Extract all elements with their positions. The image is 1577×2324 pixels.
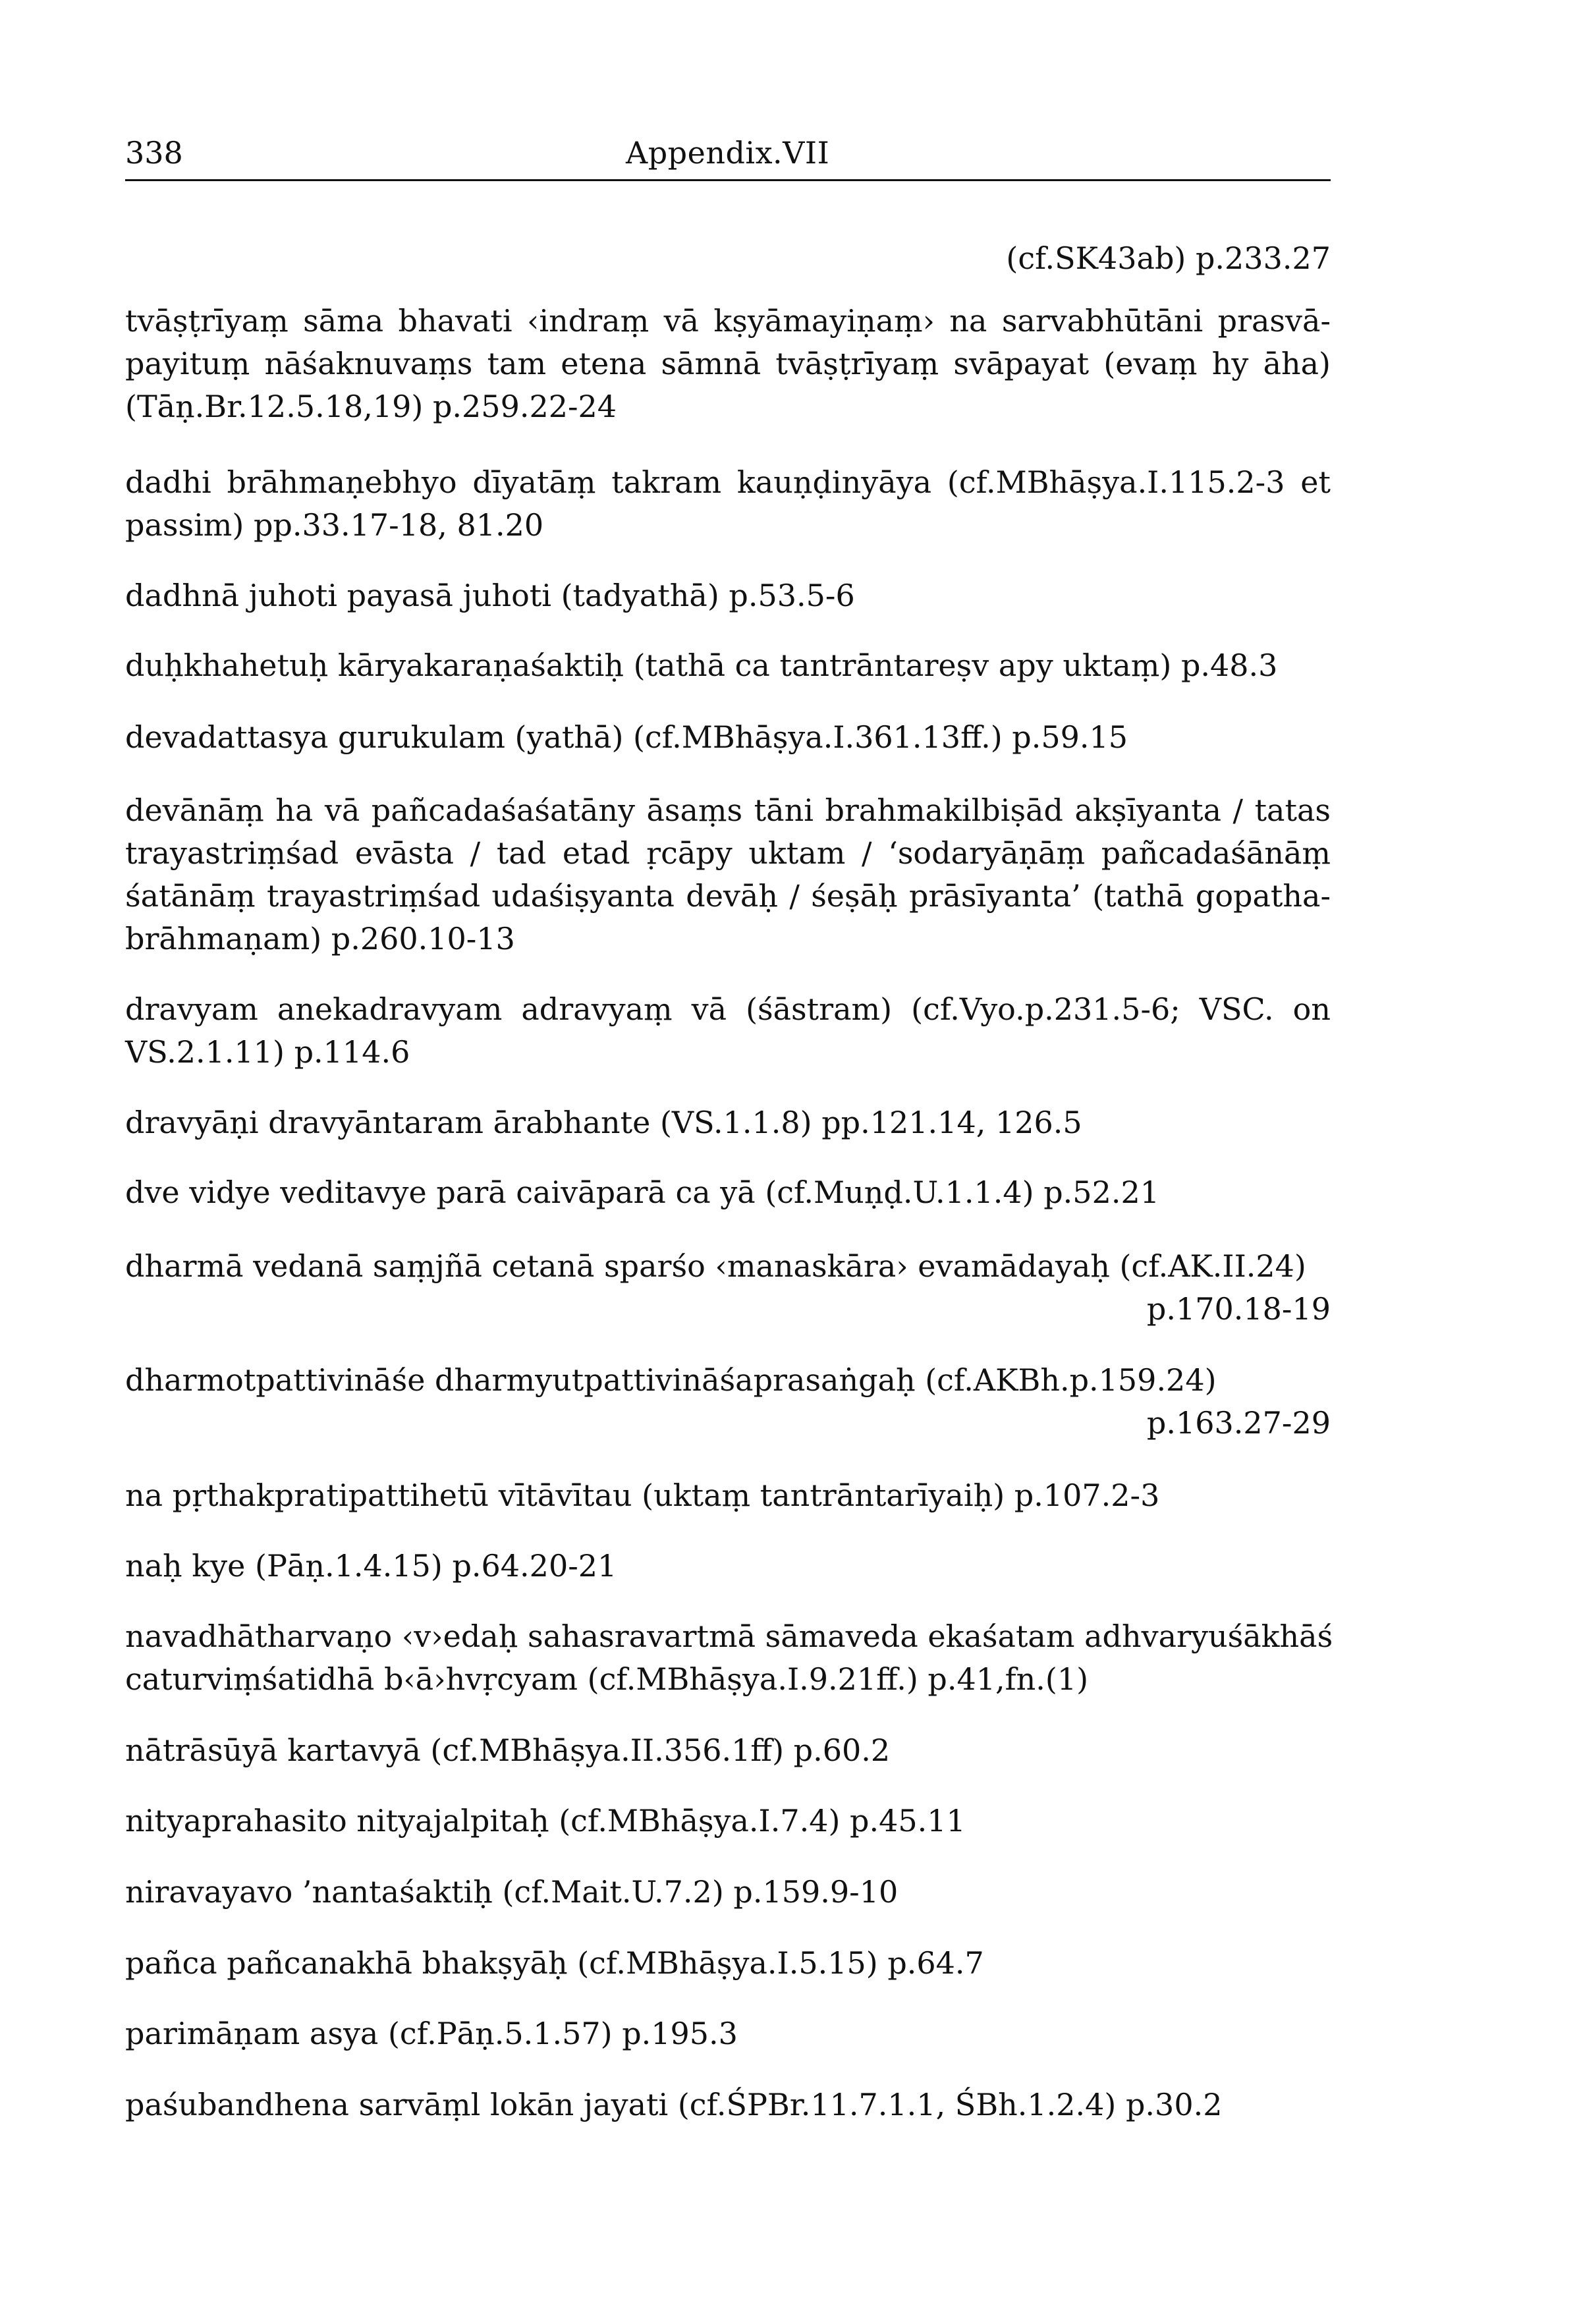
entry-devadattasya [125,716,1331,759]
entry-nah-kye [125,1545,1331,1588]
entry-dadhna [125,574,1331,617]
entry-line: navadhātharvaṇo ‹v›edaḥ sahasravartmā sāmaveda ekaśatam adhvaryuśākhāś [125,1618,1333,1654]
entry-line: śatānāṃ trayastriṃśad udaśiṣyanta devāḥ / śeṣāḥ prāsīyanta’ (tathā gopatha- [125,878,1331,914]
entry-line: naḥ kye (Pāṇ.1.4.15) p.64.20-21 [125,1548,617,1584]
entry-line: devadattasya gurukulam (yathā) (cf.MBhāṣya.I.361.13ff.) p.59.15 [125,719,1128,755]
entry-panca [125,1942,1331,1985]
entry-page-ref: p.163.27-29 [1146,1405,1331,1441]
entry-page-ref: p.170.18-19 [1146,1291,1331,1327]
entry-duhkhahetuh [125,644,1331,687]
entry-line: brāhmaṇam) p.260.10-13 [125,921,515,956]
entry-line: VS.2.1.11) p.114.6 [125,1034,410,1070]
entry-line: dadhnā juhoti payasā juhoti (tadyathā) p.53.5-6 [125,578,855,613]
entry-dadhi [125,461,1331,547]
entry-dravyam [125,988,1331,1074]
entry-line: dharmotpattivināśe dharmyutpattivināśaprasaṅgaḥ (cf.AKBh.p.159.24) [125,1362,1217,1398]
entry-line: dve vidye veditavye parā caivāparā ca yā (cf.Muṇḍ.U.1.1.4) p.52.21 [125,1175,1159,1210]
entry-line: caturviṃśatidhā b‹ā›hvṛcyam (cf.MBhāṣya.I.9.21ff.) p.41,fn.(1) [125,1661,1089,1697]
entry-dharmotpatti [125,1359,1331,1445]
entry-line: na pṛthakpratipattihetū vītāvītau (uktaṃ tantrāntarīyaiḥ) p.107.2-3 [125,1478,1160,1513]
entry-devanam [125,789,1331,960]
entry-line: parimāṇam asya (cf.Pāṇ.5.1.57) p.195.3 [125,2016,738,2051]
page-header [125,133,1331,181]
entry-line: dravyāṇi dravyāntaram ārabhante (VS.1.1.8) pp.121.14, 126.5 [125,1105,1082,1140]
entry-dravyani [125,1101,1331,1144]
running-head: Appendix.VII [626,135,830,171]
entry-parimanam [125,2012,1331,2055]
entry-tvastriyam [125,300,1331,428]
entry-line: devānāṃ ha vā pañcadaśaśatāny āsaṃs tāni brahmakilbiṣād akṣīyanta / tatas [125,792,1331,828]
entry-line: dharmā vedanā saṃjñā cetanā sparśo ‹manaskāra› evamādayaḥ (cf.AK.II.24) [125,1248,1306,1284]
entry-na-prthak [125,1474,1331,1517]
entry-line: payituṃ nāśaknuvaṃs tam etena sāmnā tvāṣṭrīyaṃ svāpayat (evaṃ hy āha) [125,346,1331,381]
entry-line: nityaprahasito nityajalpitaḥ (cf.MBhāṣya.I.7.4) p.45.11 [125,1803,966,1839]
entry-dharma [125,1245,1331,1331]
entry-line: (cf.SK43ab) p.233.27 [1006,240,1331,276]
entry-line: (Tāṇ.Br.12.5.18,19) p.259.22-24 [125,389,617,424]
entry-line: nātrāsūyā kartavyā (cf.MBhāṣya.II.356.1ff) p.60.2 [125,1732,891,1768]
entry-line: paśubandhena sarvāṃl lokān jayati (cf.ŚPBr.11.7.1.1, ŚBh.1.2.4) p.30.2 [125,2087,1223,2122]
entry-line: dravyam anekadravyam adravyaṃ vā (śāstram) (cf.Vyo.p.231.5-6; VSC. on [125,991,1331,1027]
entry-dve-vidye [125,1171,1331,1214]
entry-line: passim) pp.33.17-18, 81.20 [125,507,544,543]
entry-sk43ab [125,237,1331,280]
entry-natrasuya [125,1729,1331,1772]
entry-line: niravayavo ’nantaśaktiḥ (cf.Mait.U.7.2) p.159.9-10 [125,1874,899,1910]
entry-nityaprahasito [125,1800,1331,1842]
entry-line: pañca pañcanakhā bhakṣyāḥ (cf.MBhāṣya.I.5.15) p.64.7 [125,1945,984,1981]
entry-line: tvāṣṭrīyaṃ sāma bhavati ‹indraṃ vā kṣyāmayiṇaṃ› na sarvabhūtāni prasvā- [125,303,1331,339]
entry-navadha [125,1615,1331,1701]
page-number: 338 [125,135,183,171]
entry-line: dadhi brāhmaṇebhyo dīyatāṃ takram kauṇḍinyāya (cf.MBhāṣya.I.115.2-3 et [125,464,1331,500]
entry-pasubandhena [125,2084,1331,2126]
entry-niravayavo [125,1871,1331,1914]
entry-line: trayastriṃśad evāsta / tad etad ṛcāpy uktam / ‘sodaryāṇāṃ pañcadaśānāṃ [125,835,1331,871]
entry-line: duḥkhahetuḥ kāryakaraṇaśaktiḥ (tathā ca tantrāntareṣv apy uktaṃ) p.48.3 [125,648,1278,683]
